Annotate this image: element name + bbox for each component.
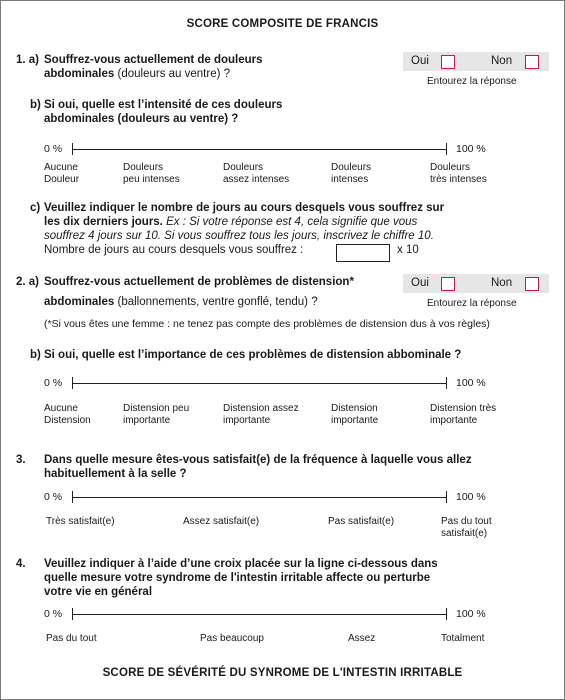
q3-line1: Dans quelle mesure êtes-vous satisfait(e) de la fréquence à laquelle vous allez: [44, 454, 472, 466]
q1a-answer-panel: [403, 52, 549, 71]
q1a-bold-line1: Souffrez-vous actuellement de douleurs: [44, 54, 263, 66]
q2b-number: b): [30, 349, 41, 361]
q4-line1: Veuillez indiquer à l’aide d’une croix placée sur la ligne ci-dessous dans: [44, 558, 438, 570]
q2b-label-2: Distension peu importante: [123, 403, 190, 426]
q2a-note: (*Si vous êtes une femme : ne tenez pas compte des problèmes de distension dus à vos règles): [44, 318, 490, 330]
q3-scale-max: 100 %: [456, 491, 486, 503]
q3-scale-min: 0 %: [44, 491, 63, 503]
q4-label-1: Pas du tout: [46, 633, 97, 644]
q4-scale-min: 0 %: [44, 608, 63, 620]
q1c-line2: les dix derniers jours. Ex : Si votre réponse est 4, cela signifie que vous: [44, 216, 418, 228]
days-input-box[interactable]: [336, 244, 390, 262]
q3-number: 3.: [16, 454, 26, 466]
page-title: SCORE COMPOSITE DE FRANCIS: [186, 18, 379, 30]
q1b-scale-max: 100 %: [456, 143, 486, 155]
q3-scale-line[interactable]: [72, 497, 446, 498]
q2a-answer-panel: [403, 274, 549, 293]
q1b-label-4: Douleurs intenses: [331, 162, 372, 185]
q4-line2: quelle mesure votre syndrome de l'intestin irritable affecte ou perturbe: [44, 572, 431, 584]
q3-label-1: Très satisfait(e): [46, 516, 115, 527]
q4-line3: votre vie en général: [44, 586, 153, 598]
q1b-label-3: Douleurs assez intenses: [223, 162, 290, 185]
q4-scale-right-tick: [446, 608, 447, 620]
q1b-label-1: Aucune Douleur: [44, 162, 80, 185]
q1a-non-checkbox[interactable]: [525, 55, 539, 69]
q4-label-2: Pas beaucoup: [200, 633, 264, 644]
q1c-line1: Veuillez indiquer le nombre de jours au cours desquels vous souffrez sur: [44, 202, 445, 214]
q4-scale-max: 100 %: [456, 608, 486, 620]
q1c-unit: x 10: [397, 244, 419, 256]
q2a-oui-checkbox[interactable]: [441, 277, 455, 291]
q4-label-3: Assez: [348, 633, 376, 644]
q2a-instruction: Entourez la réponse: [427, 298, 517, 309]
q3-label-3: Pas satisfait(e): [328, 516, 395, 527]
q3-scale-right-tick: [446, 491, 447, 503]
q4-scale-line[interactable]: [72, 614, 446, 615]
q2b-scale-max: 100 %: [456, 377, 486, 389]
q1a-oui-checkbox[interactable]: [441, 55, 455, 69]
q1b-scale-right-tick: [446, 143, 447, 155]
q1a-oui-label: Oui: [411, 55, 429, 67]
q1b-scale-line[interactable]: [72, 149, 446, 150]
q1b-label-2: Douleurs peu intenses: [123, 162, 180, 185]
q1a-text: [44, 53, 384, 81]
q1b-label-5: Douleurs très intenses: [430, 162, 487, 185]
q2a-bold-line1: Souffrez-vous actuellement de problèmes de distension*: [44, 276, 354, 288]
q2b-scale-right-tick: [446, 377, 447, 389]
q2b-label-3: Distension assez importante: [223, 403, 299, 426]
q1a-bold-line2: abdominales: [44, 68, 115, 80]
q1a-number: 1. a): [16, 54, 40, 66]
q3-label-2: Assez satisfait(e): [183, 516, 260, 527]
q1b-line2: abdominales (douleurs au ventre) ?: [44, 113, 239, 125]
q2b-label-1: Aucune Distension: [44, 403, 91, 426]
q1b-scale-min: 0 %: [44, 143, 63, 155]
q2b-label-5: Distension très importante: [430, 403, 497, 426]
q1b-number: b): [30, 99, 41, 111]
q2a-non-checkbox[interactable]: [525, 277, 539, 291]
q1c-line3: souffrez 4 jours sur 10. Si vous souffrez tous les jours, inscrivez le chiffre 10.: [44, 230, 434, 242]
q1b-line1: Si oui, quelle est l’intensité de ces douleurs: [44, 99, 283, 111]
q2b-scale-min: 0 %: [44, 377, 63, 389]
q2a-non-label: Non: [491, 277, 513, 289]
q2a-number: 2. a): [16, 276, 40, 288]
q2a-oui-label: Oui: [411, 277, 429, 289]
q2b-line1: Si oui, quelle est l’importance de ces problèmes de distension abbominale ?: [44, 349, 462, 361]
q1c-number: c): [30, 202, 41, 214]
q1a-rest: (douleurs au ventre) ?: [114, 68, 231, 80]
q1a-instruction: Entourez la réponse: [427, 76, 517, 87]
q1c-line4: Nombre de jours au cours desquels vous souffrez :: [44, 244, 304, 256]
q2b-scale-line[interactable]: [72, 383, 446, 384]
q4-number: 4.: [16, 558, 26, 570]
page-footer: SCORE DE SÉVÉRITÉ DU SYNROME DE L'INTESTIN IRRITABLE: [102, 667, 463, 679]
q3-line2: habituellement à la selle ?: [44, 468, 187, 480]
q3-label-4: Pas du tout satisfait(e): [441, 516, 492, 539]
q4-label-4: Totalment: [441, 633, 485, 644]
q2a-line2: abdominales (ballonnements, ventre gonflé, tendu) ?: [44, 296, 318, 308]
q1a-non-label: Non: [491, 55, 513, 67]
q2b-label-4: Distension importante: [331, 403, 379, 426]
